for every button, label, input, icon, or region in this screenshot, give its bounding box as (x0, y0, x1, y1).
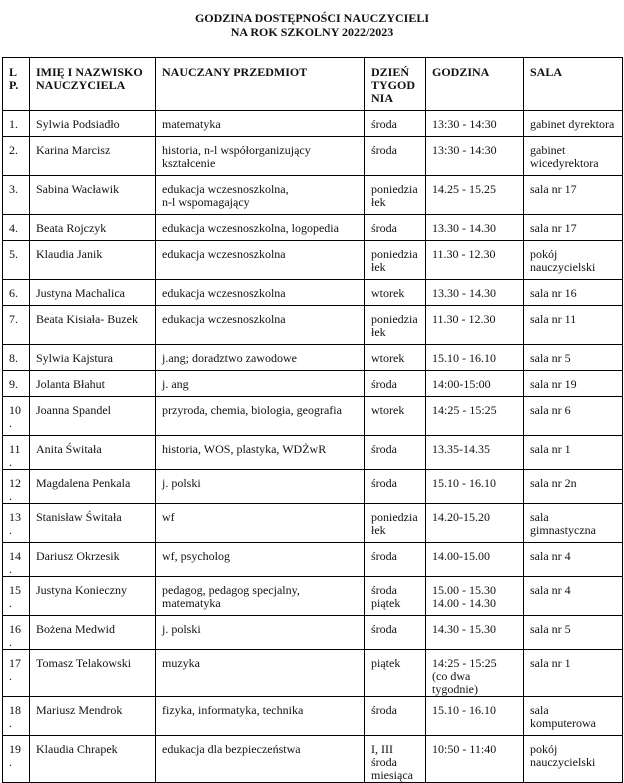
cell-lp: 12. (3, 470, 30, 504)
cell-lp: 2. (3, 137, 30, 176)
cell-day: I, III środa miesiąca (365, 736, 426, 783)
header-subject: NAUCZANY PRZEDMIOT (156, 58, 365, 111)
table-row (3, 137, 623, 176)
cell-hour: 15.10 - 16.10 (426, 470, 524, 504)
subject-line-2: n-l wspomagający (162, 195, 250, 209)
cell-day: środa (365, 111, 426, 137)
cell-day: poniedziałek (365, 504, 426, 543)
cell-hour (426, 577, 524, 616)
cell-name: Klaudia Chrapek (30, 736, 156, 783)
cell-subject: muzyka (156, 650, 365, 697)
cell-hour: 13:30 - 14:30 (426, 137, 524, 176)
cell-day: środa (365, 470, 426, 504)
cell-hour: 14.00-15.00 (426, 543, 524, 577)
cell-day: wtorek (365, 345, 426, 371)
day-line-2: piątek (371, 596, 401, 610)
cell-hour: 13.30 - 14.30 (426, 280, 524, 306)
cell-lp: 19. (3, 736, 30, 783)
cell-room: sala nr 1 (524, 436, 623, 470)
cell-name: Justyna Konieczny (30, 577, 156, 616)
cell-name: Justyna Machalica (30, 280, 156, 306)
cell-hour: 13.30 - 14.30 (426, 215, 524, 241)
cell-hour: 14:00-15:00 (426, 371, 524, 397)
table-row (3, 215, 623, 241)
cell-lp: 16. (3, 616, 30, 650)
hour-line-1: 14:25 - 15:25 (432, 656, 497, 670)
header-room: SALA (524, 58, 623, 111)
cell-subject: edukacja wczesnoszkolna (156, 306, 365, 345)
day-line-1: środa (371, 583, 397, 597)
cell-room: sala nr 5 (524, 345, 623, 371)
cell-hour: 10:50 - 11:40 (426, 736, 524, 783)
cell-room: sala nr 19 (524, 371, 623, 397)
cell-name: Sylwia Kajstura (30, 345, 156, 371)
cell-day: wtorek (365, 397, 426, 436)
cell-day: wtorek (365, 280, 426, 306)
cell-hour: 15.10 - 16.10 (426, 697, 524, 736)
cell-room: sala nr 4 (524, 577, 623, 616)
table-row (3, 543, 623, 577)
table-row (3, 280, 623, 306)
cell-subject: przyroda, chemia, biologia, geografia (156, 397, 365, 436)
cell-day: środa (365, 215, 426, 241)
cell-subject: wf (156, 504, 365, 543)
cell-name: Anita Świtała (30, 436, 156, 470)
hour-line-1: 15.00 - 15.30 (432, 583, 496, 597)
cell-hour: 14:25 - 15:25 (426, 397, 524, 436)
cell-lp: 13. (3, 504, 30, 543)
cell-hour: 11.30 - 12.30 (426, 306, 524, 345)
cell-name: Mariusz Mendrok (30, 697, 156, 736)
cell-hour: 15.10 - 16.10 (426, 345, 524, 371)
cell-name: Bożena Medwid (30, 616, 156, 650)
cell-lp: 5. (3, 241, 30, 280)
cell-hour: 14.30 - 15.30 (426, 616, 524, 650)
cell-day: środa (365, 697, 426, 736)
cell-hour (426, 650, 524, 697)
cell-room: pokój nauczycielski (524, 241, 623, 280)
cell-room: sala nr 16 (524, 280, 623, 306)
cell-name: Joanna Spandel (30, 397, 156, 436)
cell-name: Klaudia Janik (30, 241, 156, 280)
table-row (3, 371, 623, 397)
cell-subject: j.ang; doradztwo zawodowe (156, 345, 365, 371)
cell-lp: 8. (3, 345, 30, 371)
cell-subject: wf, psycholog (156, 543, 365, 577)
cell-subject: j. polski (156, 470, 365, 504)
cell-name: Sabina Wacławik (30, 176, 156, 215)
cell-room: sala nr 2n (524, 470, 623, 504)
cell-subject: edukacja wczesnoszkolna (156, 241, 365, 280)
cell-day: środa (365, 616, 426, 650)
header-hour: GODZINA (426, 58, 524, 111)
cell-name: Magdalena Penkala (30, 470, 156, 504)
cell-hour: 13.35-14.35 (426, 436, 524, 470)
table-row (3, 470, 623, 504)
cell-subject: j. ang (156, 371, 365, 397)
cell-room: sala nr 1 (524, 650, 623, 697)
cell-name: Stanisław Świtała (30, 504, 156, 543)
table-row (3, 345, 623, 371)
cell-subject: edukacja wczesnoszkolna (156, 280, 365, 306)
cell-lp: 9. (3, 371, 30, 397)
cell-subject: edukacja wczesnoszkolna, logopedia (156, 215, 365, 241)
cell-lp: 6. (3, 280, 30, 306)
cell-lp: 3. (3, 176, 30, 215)
cell-name: Dariusz Okrzesik (30, 543, 156, 577)
cell-day: środa (365, 137, 426, 176)
cell-subject (156, 176, 365, 215)
cell-hour: 13:30 - 14:30 (426, 111, 524, 137)
cell-room: sala nr 4 (524, 543, 623, 577)
teacher-availability-table (2, 57, 623, 783)
header-day: DZIEŃ TYGODNIA (365, 58, 426, 111)
document-title (0, 11, 624, 39)
cell-subject: fizyka, informatyka, technika (156, 697, 365, 736)
cell-name: Karina Marcisz (30, 137, 156, 176)
cell-room: sala nr 11 (524, 306, 623, 345)
cell-room: gabinet dyrektora (524, 111, 623, 137)
header-name: IMIĘ I NAZWISKO NAUCZYCIELA (30, 58, 156, 111)
cell-hour: 14.20-15.20 (426, 504, 524, 543)
cell-lp: 11. (3, 436, 30, 470)
cell-room: sala komputerowa (524, 697, 623, 736)
cell-hour: 11.30 - 12.30 (426, 241, 524, 280)
cell-name: Beata Kisiała- Buzek (30, 306, 156, 345)
cell-room: gabinet wicedyrektora (524, 137, 623, 176)
cell-lp: 10. (3, 397, 30, 436)
cell-day: środa (365, 436, 426, 470)
cell-name: Jolanta Błahut (30, 371, 156, 397)
table-row (3, 577, 623, 616)
cell-lp: 15. (3, 577, 30, 616)
cell-room: pokój nauczycielski (524, 736, 623, 783)
table-row (3, 697, 623, 736)
cell-subject: j. polski (156, 616, 365, 650)
cell-room: sala nr 5 (524, 616, 623, 650)
cell-day: piątek (365, 650, 426, 697)
cell-lp: 4. (3, 215, 30, 241)
cell-day: poniedziałek (365, 241, 426, 280)
cell-subject: pedagog, pedagog specjalny, matematyka (156, 577, 365, 616)
cell-lp: 7. (3, 306, 30, 345)
table-row (3, 504, 623, 543)
hour-line-2: 14.00 - 14.30 (432, 596, 496, 610)
cell-name: Tomasz Telakowski (30, 650, 156, 697)
cell-lp: 18. (3, 697, 30, 736)
cell-day: poniedziałek (365, 176, 426, 215)
cell-day (365, 577, 426, 616)
table-row (3, 616, 623, 650)
title-line-1: GODZINA DOSTĘPNOŚCI NAUCZYCIELI (194, 11, 430, 25)
hour-note: (co dwa tygodnie) (432, 669, 478, 696)
cell-subject: edukacja dla bezpieczeństwa (156, 736, 365, 783)
cell-room: sala nr 17 (524, 215, 623, 241)
header-lp: LP. (3, 58, 30, 111)
table-header-row (3, 58, 623, 111)
cell-subject: historia, WOS, plastyka, WDŻwR (156, 436, 365, 470)
cell-lp: 1. (3, 111, 30, 137)
cell-lp: 17. (3, 650, 30, 697)
cell-subject: matematyka (156, 111, 365, 137)
table-row (3, 650, 623, 697)
cell-room: sala nr 17 (524, 176, 623, 215)
cell-hour: 14.25 - 15.25 (426, 176, 524, 215)
cell-name: Sylwia Podsiadło (30, 111, 156, 137)
cell-lp: 14. (3, 543, 30, 577)
cell-day: poniedziałek (365, 306, 426, 345)
subject-line-1: edukacja wczesnoszkolna, (162, 182, 289, 196)
table-row (3, 306, 623, 345)
cell-room: sala nr 6 (524, 397, 623, 436)
table-row (3, 241, 623, 280)
cell-day: środa (365, 371, 426, 397)
table-row (3, 397, 623, 436)
table-row (3, 436, 623, 470)
title-line-2: NA ROK SZKOLNY 2022/2023 (230, 25, 394, 39)
cell-name: Beata Rojczyk (30, 215, 156, 241)
cell-subject: historia, n-l współorganizujący kształcenie (156, 137, 365, 176)
table-row (3, 176, 623, 215)
cell-room: sala gimnastyczna (524, 504, 623, 543)
table-row (3, 111, 623, 137)
cell-day: środa (365, 543, 426, 577)
